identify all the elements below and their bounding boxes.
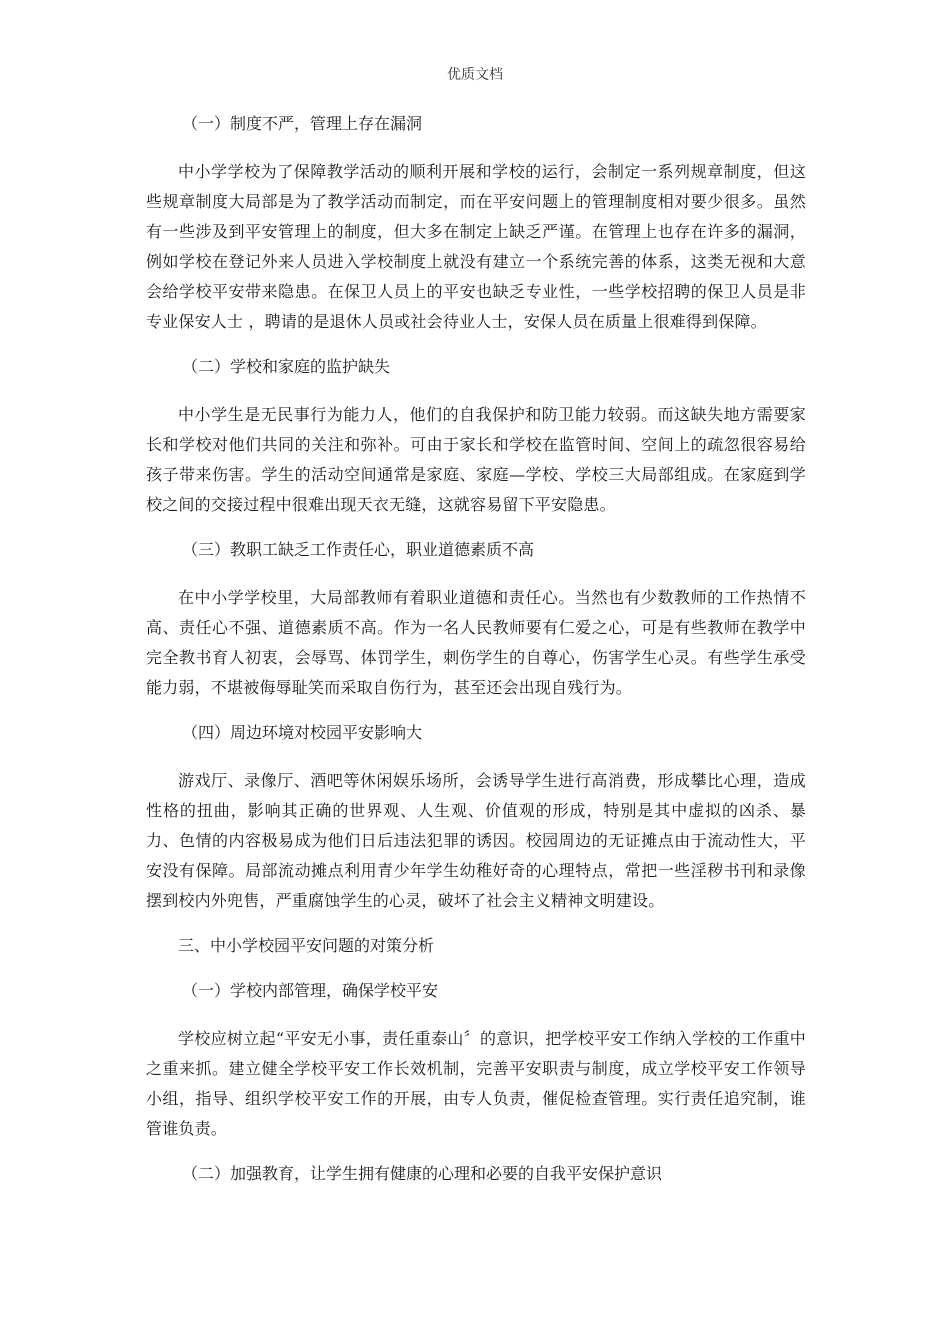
page-header: 优质文档 (447, 67, 503, 83)
paragraph-2: 中小学生是无民事行为能力人，他们的自我保护和防卫能力较弱。而这缺失地方需要家长和学校对他们共同的关注和弥补。可由于家长和学校在监管时间、空间上的疏忽很容易给孩子带来伤害。学生的活动空间通常是家庭、家庭—学校、学校三大局部组成。在家庭到学校之间的交接过程中很难出现天衣无缝，这就容易留下平安隐患。 (146, 405, 806, 514)
subheading-3: （三）教职工缺乏工作责任心，职业道德素质不高 (182, 540, 535, 559)
paragraph-1: 中小学学校为了保障教学活动的顺利开展和学校的运行，会制定一系列规章制度，但这些规章制度大局部是为了教学活动而制定，而在平安问题上的管理制度相对要少很多。虽然有一些涉及到平安管理上的制度，但大多在制定上缺乏严谨。在管理上也存在许多的漏洞，例如学校在登记外来人员进入学校制度上就没有建立一个系统完善的体系，这类无视和大意会给学校平安带来隐患。在保卫人员上的平安也缺乏专业性，一些学校招聘的保卫人员是非专业保安人士 ，聘请的是退休人员或社会待业人士，安保人员在质量上很难得到保障。 (146, 162, 806, 331)
subheading-6: （二）加强教育，让学生拥有健康的心理和必要的自我平安保护意识 (182, 1164, 663, 1183)
subheading-5: （一）学校内部管理，确保学校平安 (182, 981, 439, 1000)
paragraph-4: 游戏厅、录像厅、酒吧等休闲娱乐场所，会诱导学生进行高消费，形成攀比心理，造成性格的扭曲，影响其正确的世界观、人生观、价值观的形成，特别是其中虚拟的凶杀、暴力、色情的内容极易成为他们日后违法犯罪的诱因。校园周边的无证摊点由于流动性大，平安没有保障。局部流动摊点利用青少年学生幼稚好奇的心理特点，常把一些淫秽书刊和录像摆到校内外兜售，严重腐蚀学生的心灵，破坏了社会主义精神文明建设。 (146, 771, 806, 910)
subheading-4: （四）周边环境对校园平安影响大 (182, 723, 423, 742)
paragraph-3: 在中小学学校里，大局部教师有着职业道德和责任心。当然也有少数教师的工作热情不高、责任心不强、道德素质不高。作为一名人民教师要有仁爱之心，可是有些教师在教学中完全教书育人初衷，会辱骂、体罚学生，刺伤学生的自尊心，伤害学生心灵。有些学生承受能力弱，不堪被侮辱耻笑而采取自伤行为，甚至还会出现自残行为。 (146, 588, 806, 697)
document-body (146, 112, 806, 1207)
subheading-1: （一）制度不严，管理上存在漏洞 (182, 114, 423, 133)
subheading-2: （二）学校和家庭的监护缺失 (182, 357, 391, 376)
section-heading-3: 三、中小学校园平安问题的对策分析 (178, 936, 435, 955)
paragraph-5: 学校应树立起“平安无小事，责任重泰山〞的意识，把学校平安工作纳入学校的工作重中之重来抓。建立健全学校平安工作长效机制，完善平安职责与制度，成立学校平安工作领导小组，指导、组织学校平安工作的开展，由专人负责，催促检查管理。实行责任追究制，谁管谁负责。 (146, 1029, 806, 1138)
